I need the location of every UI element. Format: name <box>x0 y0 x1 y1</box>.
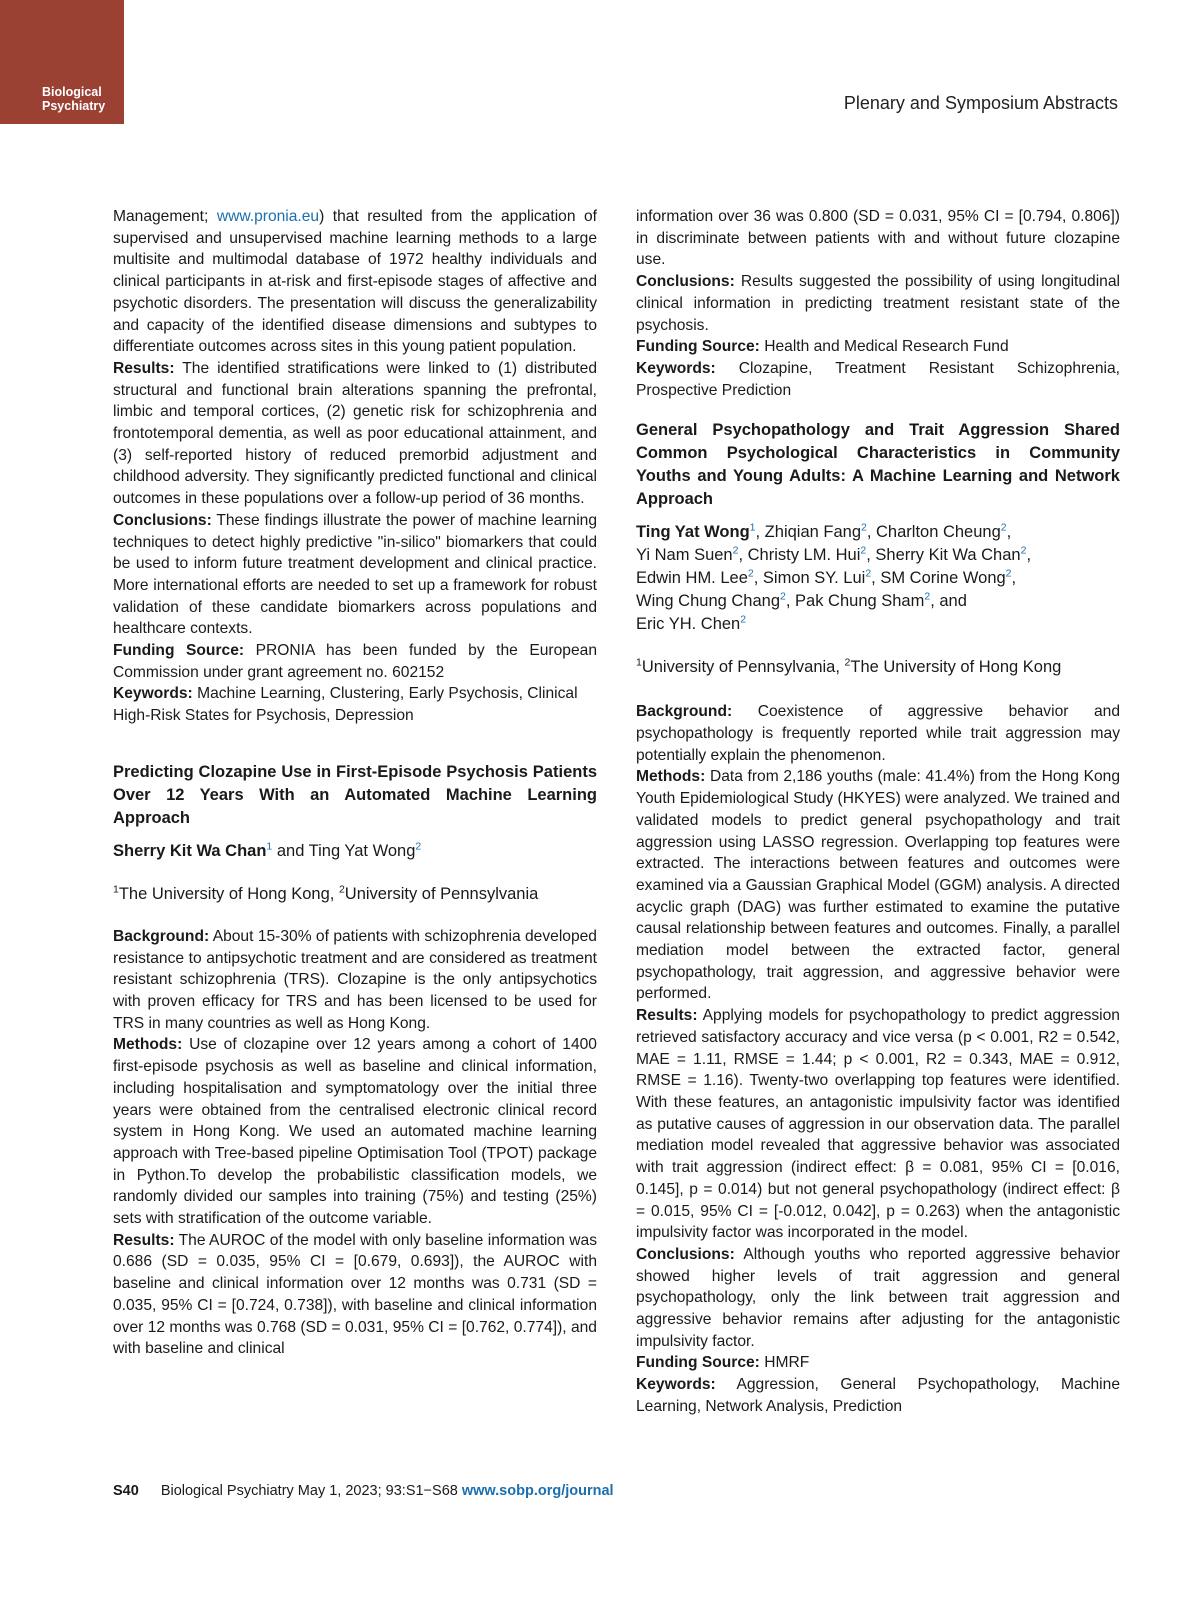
author-name: , SM Corine Wong <box>871 569 1006 588</box>
affiliation-marker: 2 <box>1005 567 1012 580</box>
affiliation-marker: 2 <box>1000 521 1007 534</box>
author-separator: , <box>1006 523 1012 542</box>
keywords-paragraph <box>113 683 597 726</box>
results-label: Results: <box>636 1007 698 1025</box>
background-label: Background: <box>113 927 210 945</box>
affiliation-marker: 2 <box>740 613 747 626</box>
conclusions-paragraph <box>113 510 597 640</box>
funding-text: HMRF <box>764 1354 810 1372</box>
author-name: , Simon SY. Lui <box>753 569 866 588</box>
affiliation-marker: 1 <box>113 883 119 896</box>
affiliation-marker: 1 <box>266 840 273 853</box>
conclusions-paragraph <box>636 1244 1120 1353</box>
affiliation-text: The University of Hong Kong <box>850 658 1062 677</box>
section-title: Plenary and Symposium Abstracts <box>843 93 1118 113</box>
results-text: Applying models for psychopathology to predict aggression retrieved satisfactory accuracy and vice versa (p < 0.001, R2 = 0.542, MAE = 1.11, RMSE = 1.44; p < 0.001, R2 = 0.343, MAE = 0.912, RMSE = 1.16). Twenty-two overlapping top features were identified. With these features, an antagonistic impulsivity factor was identified as putative causes of aggression in our observation data. The parallel mediation model revealed that aggressive behavior was associated with trait aggression (indirect effect: β = 0.081, 95% CI = [0.016, 0.145], p = 0.014) but not general psychopathology (indirect effect: β = 0.015, 95% CI = [-0.012, 0.042], p = 0.263) when the antagonistic impulsivity factor was incorporated in the model. <box>636 1007 1120 1242</box>
author-name: Wing Chung Chang <box>636 592 781 611</box>
author-name: Sherry Kit Wa Chan <box>113 841 267 860</box>
affiliation-marker: 2 <box>732 544 739 557</box>
right-column <box>636 206 1120 1418</box>
author-line <box>636 567 1120 590</box>
conclusions-text: These findings illustrate the power of machine learning techniques to detect highly predictive "in-silico" biomarkers that could be used to inform future treatment development and clinical practice. More international efforts are needed to set up a framework for robust validation of these candidate biomarkers across populations and healthcare contexts. <box>113 511 597 638</box>
journal-citation: Biological Psychiatry May 1, 2023; 93:S1−S68 <box>160 1483 462 1499</box>
funding-label: Funding Source: <box>113 642 245 660</box>
author-name: , Pak Chung Sham <box>785 592 925 611</box>
methods-text: Data from 2,186 youths (male: 41.4%) from the Hong Kong Youth Epidemiological Study (HKYES) were analyzed. We trained and validated models to predict general psychopathology and trait aggression using LASSO regression. Overlapping top features were extracted. The interactions between features and outcomes were examined via a Gaussian Graphical Model (GGM) analysis. A directed acyclic graph (DAG) was further estimated to examine the putative causal relationship between features and outcomes. Finally, a parallel mediation model between the extracted factor, general psychopathology, trait aggression, and aggressive behavior were performed. <box>636 768 1120 1003</box>
results-label: Results: <box>113 359 175 377</box>
affiliation-marker: 2 <box>1020 544 1027 557</box>
abstract-title: Predicting Clozapine Use in First-Episode Psychosis Patients Over 12 Years With an Automated Machine Learning Approach <box>113 762 597 827</box>
conclusions-label: Conclusions: <box>636 1245 735 1263</box>
affiliations <box>113 883 597 906</box>
affiliations <box>636 656 1120 679</box>
keywords-paragraph <box>636 358 1120 401</box>
author-name: , Sherry Kit Wa Chan <box>866 546 1021 565</box>
intro-text-post: ) that resulted from the application of supervised and unsupervised machine learning methods to a large multisite and multimodal database of 1972 healthy individuals and clinical participants in at-risk and first-episode stages of affective and psychotic disorders. The presentation will discuss the generalizability and capacity of the identified disease dimensions and subtypes to differentiate outcomes across sites in this young patient population. <box>113 208 598 356</box>
pronia-link[interactable]: www.pronia.eu <box>216 208 320 225</box>
brand-line-2: Psychiatry <box>42 99 106 113</box>
affiliation-marker: 2 <box>861 521 867 534</box>
methods-text: Use of clozapine over 12 years among a cohort of 1400 first-episode psychosis as well as baseline and clinical information, including hospitalisation and symptomatology over the initial three years were obtained from the centralised electronic clinical record system in Hong Kong. We used an automated machine learning approach with Tree-based pipeline Optimisation Tool (TPOT) package in Python.To develop the probabilistic classification models, we randomly divided our samples into training (75%) and testing (25%) sets with stratification of the outcome variable. <box>113 1036 597 1228</box>
author-line <box>636 544 1120 567</box>
author-name: , Charlton Cheung <box>866 523 1001 542</box>
author-list <box>636 521 1120 636</box>
keywords-text: Clozapine, Treatment Resistant Schizophrenia, Prospective Prediction <box>636 359 1120 399</box>
author-name: Ting Yat Wong <box>636 523 750 542</box>
results-paragraph <box>113 358 597 510</box>
affiliation-text: University of Pennsylvania <box>344 884 539 903</box>
results-text: The AUROC of the model with only baseline information was 0.686 (SD = 0.035, 95% CI = [0.679, 0.693]), the AUROC with baseline and clinical information over 12 months was 0.731 (SD = 0.035, 95% CI = [0.724, 0.738]), with baseline and clinical information over 12 months was 0.768 (SD = 0.031, 95% CI = [0.762, 0.774]), and with baseline and clinical <box>113 1231 597 1358</box>
keywords-label: Keywords: <box>113 685 193 703</box>
abstract-title: General Psychopathology and Trait Aggression Shared Common Psychological Characteristics in Community Youths and Young Adults: A Machine Learning and Network Approach <box>636 421 1120 509</box>
affiliation-marker: 2 <box>338 883 345 896</box>
author-separator: , and <box>930 592 967 611</box>
brand-line-1: Biological <box>42 85 102 99</box>
background-paragraph <box>113 926 597 1035</box>
affiliation-text: The University of Hong Kong, <box>118 884 339 903</box>
background-paragraph <box>636 701 1120 766</box>
page-footer <box>113 1483 614 1499</box>
affiliation-marker: 2 <box>865 567 872 580</box>
author-separator: , <box>1011 569 1017 588</box>
intro-paragraph <box>113 206 597 358</box>
affiliation-marker: 2 <box>844 656 851 669</box>
funding-paragraph <box>636 1352 1120 1374</box>
conclusions-paragraph <box>636 271 1120 336</box>
journal-brand-block <box>0 0 124 124</box>
conclusions-text: Results suggested the possibility of using longitudinal clinical information in predicting treatment resistant state of the psychosis. <box>636 273 1120 334</box>
results-label: Results: <box>113 1231 175 1249</box>
keywords-text: Machine Learning, Clustering, Early Psychosis, Clinical High-Risk States for Psychosis, Depression <box>113 685 578 725</box>
affiliation-text: University of Pennsylvania, <box>641 658 845 677</box>
author-separator: , <box>1026 546 1032 565</box>
affiliation-marker: 2 <box>924 590 931 603</box>
conclusions-label: Conclusions: <box>636 273 735 291</box>
author-name: , Christy LM. Hui <box>738 546 861 565</box>
affiliation-marker: 1 <box>749 521 756 534</box>
journal-brand-logo <box>42 85 105 113</box>
affiliation-marker: 2 <box>747 567 754 580</box>
results-paragraph <box>113 1230 597 1360</box>
affiliation-marker: 2 <box>415 840 422 853</box>
keywords-paragraph <box>636 1374 1120 1417</box>
affiliation-marker: 2 <box>860 544 867 557</box>
results-paragraph <box>636 1005 1120 1244</box>
conclusions-label: Conclusions: <box>113 511 212 529</box>
left-column <box>113 206 597 1360</box>
background-text: Coexistence of aggressive behavior and psychopathology is frequently reported while trait aggression may potentially explain the phenomenon. <box>636 703 1120 764</box>
intro-text-pre: Management; <box>113 208 217 225</box>
author-name: Edwin HM. Lee <box>636 569 748 588</box>
funding-label: Funding Source: <box>636 1354 760 1372</box>
journal-link[interactable]: www.sobp.org/journal <box>461 1483 614 1499</box>
author-line <box>636 590 1120 613</box>
methods-label: Methods: <box>636 768 706 786</box>
funding-label: Funding Source: <box>636 338 760 356</box>
keywords-text: Aggression, General Psychopathology, Machine Learning, Network Analysis, Prediction <box>636 1376 1120 1415</box>
methods-paragraph <box>113 1034 597 1229</box>
background-label: Background: <box>636 703 733 721</box>
author-line <box>636 521 1120 544</box>
funding-text: Health and Medical Research Fund <box>764 338 1009 356</box>
continued-results-paragraph: information over 36 was 0.800 (SD = 0.031, 95% CI = [0.794, 0.806]) in discriminate between patients with and without future clozapine use. <box>636 208 1120 269</box>
affiliation-marker: 1 <box>636 656 642 669</box>
author-name: Yi Nam Suen <box>636 546 733 565</box>
results-text: The identified stratifications were linked to (1) distributed structural and functional brain alterations spanning the prefrontal, limbic and temporal cortices, (2) genetic risk for schizophrenia and frontotemporal dementia, as well as poor educational attainment, and (3) self-reported history of reduced premorbid adjustment and childhood adversity. They significantly predicted functional and clinical outcomes in these populations over a follow-up period of 36 months. <box>113 359 597 508</box>
keywords-label: Keywords: <box>636 359 716 377</box>
affiliation-marker: 2 <box>780 590 786 603</box>
funding-text: PRONIA has been funded by the European Commission under grant agreement no. 602152 <box>113 642 597 681</box>
funding-paragraph <box>636 336 1120 358</box>
author-name: and Ting Yat Wong <box>272 841 416 860</box>
methods-paragraph <box>636 766 1120 1005</box>
conclusions-text: Although youths who reported aggressive behavior showed higher levels of trait aggression and general psychopathology, only the link between trait aggression and aggressive behavior remains after adjusting for the antagonistic impulsivity factor. <box>636 1245 1120 1350</box>
author-list <box>113 840 597 863</box>
page-number: S40 <box>113 1483 139 1499</box>
author-line <box>636 613 1120 636</box>
author-name: , Zhiqian Fang <box>755 523 861 542</box>
methods-label: Methods: <box>113 1036 183 1054</box>
background-text: About 15-30% of patients with schizophrenia developed resistance to antipsychotic treatment and are considered as treatment resistant schizophrenia (TRS). Clozapine is the only antipsychotics with proven efficacy for TRS and has been licensed to be used for TRS in many countries as well as Hong Kong. <box>113 927 597 1032</box>
funding-paragraph <box>113 640 597 683</box>
author-name: Eric YH. Chen <box>636 615 741 634</box>
keywords-label: Keywords: <box>636 1376 716 1394</box>
